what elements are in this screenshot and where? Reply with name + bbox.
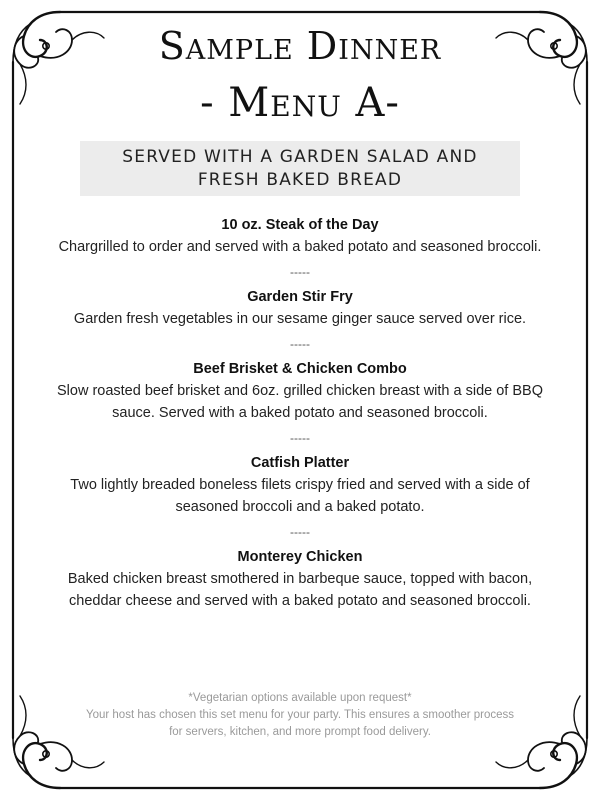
dish-description: Garden fresh vegetables in our sesame ginger sauce served over rice. [73,311,527,327]
dish-name: Monterey Chicken [237,549,363,565]
menu-item-stir-fry [30,286,570,330]
dish-description-line-1: Slow roasted beef brisket and 6oz. grilled chicken breast with a side of BBQ [56,383,543,399]
dish-name: 10 oz. Steak of the Day [221,217,379,233]
banner-line-1: SERVED WITH A GARDEN SALAD AND [122,147,478,167]
vegetarian-note: *Vegetarian options available upon request* [188,692,412,704]
banner-line-2: FRESH BAKED BREAD [197,170,403,190]
host-note-line-1: Your host has chosen this set menu for your party. This ensures a smoother process [85,709,515,721]
dish-description-line-2: seasoned broccoli and a baked potato. [175,499,425,515]
dish-name: Beef Brisket & Chicken Combo [193,361,407,377]
dish-description-line-1: Baked chicken breast smothered in barbeque sauce, topped with bacon, [67,571,533,587]
menu-list [30,214,570,612]
footer-notes [40,690,560,741]
dish-name: Catfish Platter [250,455,350,471]
menu-item-steak [30,214,570,258]
dish-description-line-2: cheddar cheese and served with a baked potato and seasoned broccoli. [69,593,531,609]
separator: ----- [290,265,310,279]
dish-description-line-1: Two lightly breaded boneless filets crispy fried and served with a side of [70,477,530,493]
menu-subtitle: - Menu A- [200,80,400,126]
menu-item-monterey-chicken [30,546,570,612]
menu-title: Sample Dinner [158,24,442,68]
dish-name: Garden Stir Fry [247,289,353,305]
separator: ----- [290,525,310,539]
dish-description-line-2: sauce. Served with a baked potato and seasoned broccoli. [112,405,488,421]
menu-item-brisket-combo [30,358,570,424]
separator: ----- [290,337,310,351]
served-with-banner [80,141,520,196]
dish-description: Chargrilled to order and served with a baked potato and seasoned broccoli. [58,239,542,255]
separator: ----- [290,431,310,445]
menu-item-catfish [30,452,570,518]
host-note-line-2: for servers, kitchen, and more prompt food delivery. [169,726,431,738]
